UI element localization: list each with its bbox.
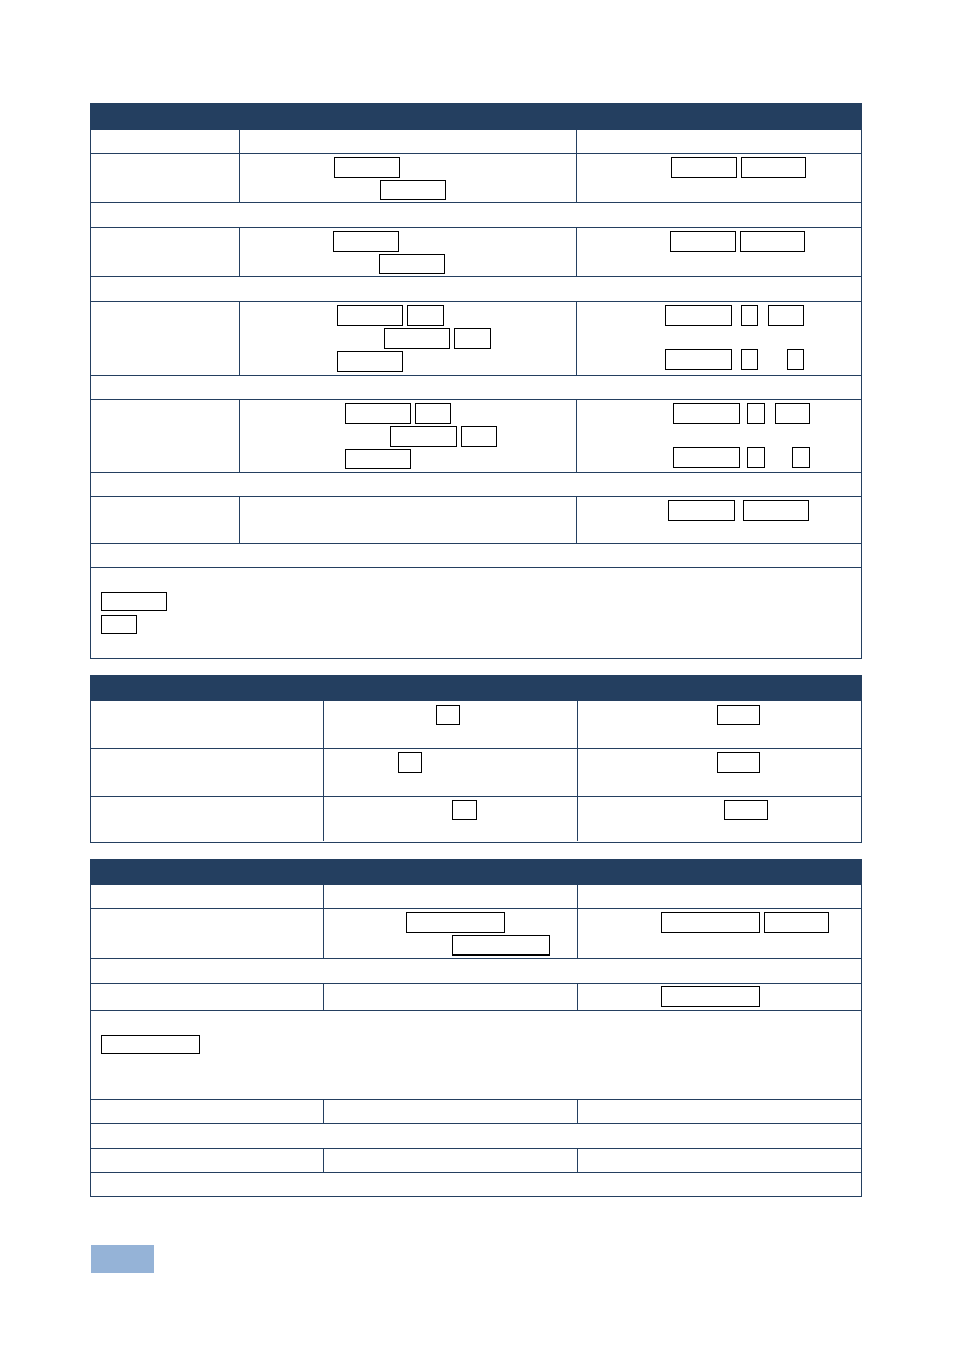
description-row xyxy=(91,276,861,301)
description-row xyxy=(91,543,861,567)
page-number-tab xyxy=(91,1245,154,1273)
command-box xyxy=(454,328,491,349)
command-box xyxy=(384,328,450,349)
command-box xyxy=(668,500,735,521)
description-row xyxy=(91,1172,861,1195)
command-box xyxy=(764,912,829,933)
command-box xyxy=(747,447,765,468)
command-box xyxy=(775,403,810,424)
table-row xyxy=(91,983,861,1010)
command-box xyxy=(406,912,505,933)
column-header-row xyxy=(91,884,861,908)
command-box xyxy=(670,231,736,252)
command-box xyxy=(792,447,810,468)
table-header xyxy=(91,104,861,129)
command-box xyxy=(461,426,497,447)
command-box xyxy=(345,403,411,424)
command-box xyxy=(747,403,765,424)
notes-row xyxy=(91,567,861,657)
commands-table-1 xyxy=(90,103,862,659)
description-row xyxy=(91,958,861,983)
command-box xyxy=(337,351,403,372)
command-box xyxy=(717,752,760,773)
table-row xyxy=(91,1148,861,1172)
table-row xyxy=(91,796,861,841)
command-box xyxy=(743,500,809,521)
command-box xyxy=(661,986,760,1007)
command-box xyxy=(345,449,411,469)
command-box xyxy=(398,752,422,773)
table-row xyxy=(91,1099,861,1123)
command-box xyxy=(452,800,477,820)
description-row xyxy=(91,202,861,227)
command-box xyxy=(673,447,740,468)
description-row xyxy=(91,375,861,399)
command-box xyxy=(379,254,445,274)
command-box xyxy=(741,349,758,370)
table-row xyxy=(91,700,861,748)
table-row xyxy=(91,908,861,958)
command-box xyxy=(665,349,732,370)
command-box xyxy=(717,705,760,725)
command-box xyxy=(661,912,760,933)
command-box xyxy=(101,615,137,634)
command-box xyxy=(333,231,399,252)
command-box xyxy=(101,1035,200,1054)
command-box xyxy=(337,305,403,326)
command-box xyxy=(673,403,740,424)
table-row xyxy=(91,227,861,276)
command-box xyxy=(665,305,732,326)
command-box xyxy=(407,305,444,326)
command-box xyxy=(768,305,804,326)
table-row xyxy=(91,748,861,796)
command-box xyxy=(436,705,460,725)
command-box xyxy=(101,592,167,611)
table-row xyxy=(91,301,861,375)
command-box xyxy=(740,231,805,252)
table-header xyxy=(91,676,861,700)
column-header-row xyxy=(91,129,861,153)
command-box xyxy=(741,305,758,326)
command-box xyxy=(390,426,457,447)
command-box xyxy=(415,403,451,424)
command-box xyxy=(452,935,550,956)
commands-table-3 xyxy=(90,859,862,1197)
command-box xyxy=(724,800,768,820)
command-box xyxy=(671,157,737,178)
description-row xyxy=(91,472,861,496)
table-row xyxy=(91,496,861,543)
command-box xyxy=(334,157,400,178)
notes-row xyxy=(91,1010,861,1099)
table-row xyxy=(91,399,861,472)
table-header xyxy=(91,860,861,884)
table-row xyxy=(91,153,861,202)
command-box xyxy=(380,180,446,200)
commands-table-2 xyxy=(90,675,862,843)
description-row xyxy=(91,1123,861,1148)
command-box xyxy=(787,349,804,370)
command-box xyxy=(741,157,806,178)
